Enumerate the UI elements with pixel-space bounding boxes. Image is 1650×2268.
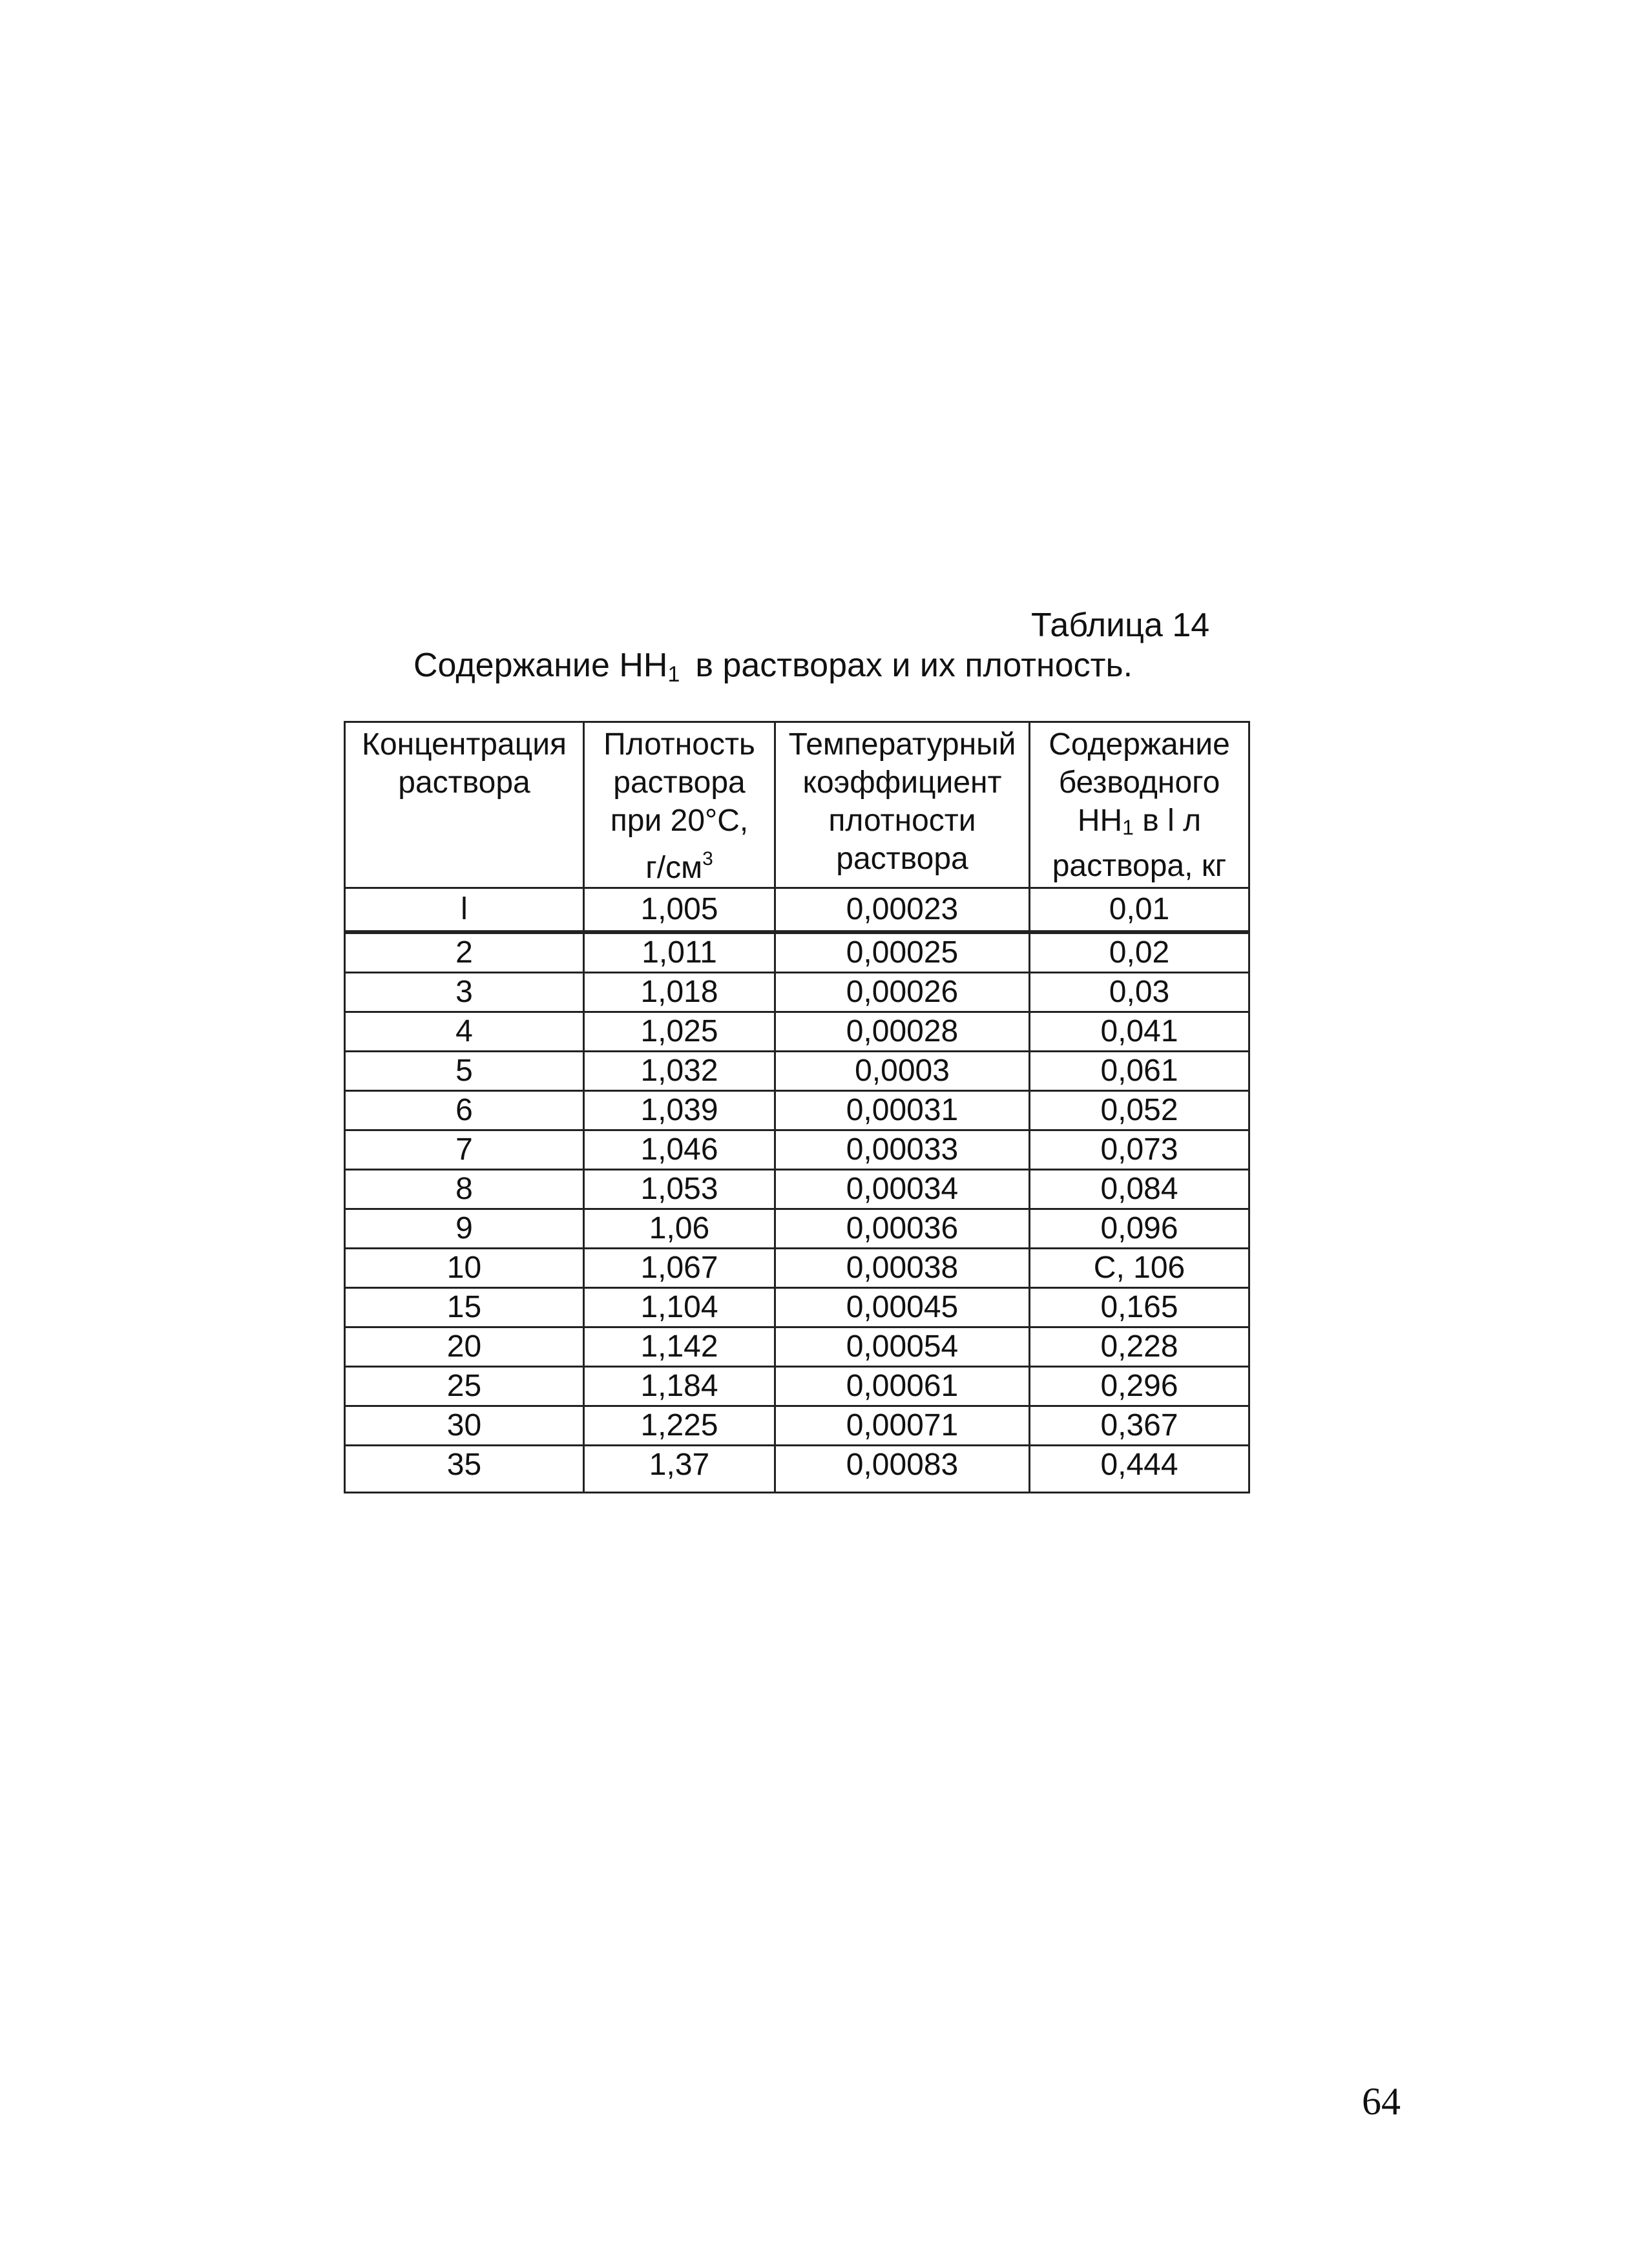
table-row: [345, 1170, 1249, 1209]
header-unit-line: [585, 840, 774, 887]
cell-density: 1,37: [584, 1446, 775, 1493]
cell-temp-coefficient: 0,00023: [775, 888, 1030, 933]
header-line: безводного: [1058, 765, 1220, 800]
cell-anhydrous-content: 0,052: [1030, 1091, 1249, 1130]
table-row: [345, 1406, 1249, 1446]
cell-concentration: 30: [345, 1406, 584, 1446]
cell-concentration: 35: [345, 1446, 584, 1493]
cell-anhydrous-content: 0,03: [1030, 973, 1249, 1012]
cell-concentration: 3: [345, 973, 584, 1012]
header-anhydrous-content: [1030, 722, 1249, 888]
table-number-label: Таблица 14: [1031, 607, 1210, 644]
cell-concentration: 15: [345, 1288, 584, 1327]
caption-text-end: в растворах и их плотность.: [695, 647, 1133, 684]
cell-anhydrous-content: С, 106: [1030, 1249, 1249, 1288]
cell-anhydrous-content: 0,01: [1030, 888, 1249, 933]
cell-density: 1,025: [584, 1012, 775, 1052]
cell-concentration: 8: [345, 1170, 584, 1209]
cell-density: 1,142: [584, 1327, 775, 1367]
cell-anhydrous-content: 0,296: [1030, 1367, 1249, 1406]
header-line: Температурный: [788, 727, 1016, 762]
cell-temp-coefficient: 0,00034: [775, 1170, 1030, 1209]
table-row: [345, 1130, 1249, 1170]
header-line: Плотность: [603, 727, 755, 762]
table-row: [345, 1446, 1249, 1493]
header-line: плотности: [828, 804, 976, 838]
cell-temp-coefficient: 0,0003: [775, 1052, 1030, 1091]
cell-temp-coefficient: 0,00054: [775, 1327, 1030, 1367]
cell-concentration: 5: [345, 1052, 584, 1091]
hh-subscript: 1: [1122, 816, 1134, 839]
caption-subscript: 1: [667, 662, 680, 687]
cell-density: 1,011: [584, 932, 775, 973]
cell-density: 1,067: [584, 1249, 775, 1288]
cell-anhydrous-content: 0,165: [1030, 1288, 1249, 1327]
table-row: [345, 1367, 1249, 1406]
table-row: [345, 1052, 1249, 1091]
cell-anhydrous-content: 0,073: [1030, 1130, 1249, 1170]
cell-density: 1,053: [584, 1170, 775, 1209]
cell-concentration: 6: [345, 1091, 584, 1130]
header-density: [584, 722, 775, 888]
table-row: [345, 973, 1249, 1012]
page-number: 64: [1362, 2080, 1401, 2123]
cell-temp-coefficient: 0,00045: [775, 1288, 1030, 1327]
table-caption: [413, 646, 1133, 694]
header-line: раствора, кг: [1052, 849, 1227, 883]
cell-anhydrous-content: 0,061: [1030, 1052, 1249, 1091]
cell-concentration: l: [345, 888, 584, 933]
table-row: [345, 1249, 1249, 1288]
cell-temp-coefficient: 0,00061: [775, 1367, 1030, 1406]
cell-temp-coefficient: 0,00038: [775, 1249, 1030, 1288]
cell-anhydrous-content: 0,228: [1030, 1327, 1249, 1367]
header-line: раствора: [613, 765, 746, 800]
header-temperature-coefficient: [775, 722, 1030, 888]
header-line: Содержание: [1049, 727, 1230, 762]
cell-density: 1,184: [584, 1367, 775, 1406]
cell-concentration: 4: [345, 1012, 584, 1052]
cell-temp-coefficient: 0,00036: [775, 1209, 1030, 1249]
table-header-row: [345, 722, 1249, 888]
header-line: раствора: [836, 842, 968, 876]
header-line: при 20°С,: [610, 804, 749, 838]
cell-temp-coefficient: 0,00071: [775, 1406, 1030, 1446]
cell-temp-coefficient: 0,00083: [775, 1446, 1030, 1493]
cell-anhydrous-content: 0,02: [1030, 932, 1249, 973]
cell-anhydrous-content: 0,096: [1030, 1209, 1249, 1249]
cell-anhydrous-content: 0,084: [1030, 1170, 1249, 1209]
cell-concentration: 20: [345, 1327, 584, 1367]
unit-superscript: 3: [702, 848, 713, 869]
table-row: [345, 1288, 1249, 1327]
header-line: Концентрация: [362, 727, 567, 762]
cell-density: 1,225: [584, 1406, 775, 1446]
cell-concentration: 9: [345, 1209, 584, 1249]
cell-anhydrous-content: 0,041: [1030, 1012, 1249, 1052]
cell-temp-coefficient: 0,00025: [775, 932, 1030, 973]
cell-concentration: 2: [345, 932, 584, 973]
cell-density: 1,018: [584, 973, 775, 1012]
cell-temp-coefficient: 0,00031: [775, 1091, 1030, 1130]
table-body: [345, 888, 1249, 1493]
cell-anhydrous-content: 0,367: [1030, 1406, 1249, 1446]
table-row: [345, 1091, 1249, 1130]
table-row: [345, 932, 1249, 973]
hh-rest: в l л: [1133, 804, 1202, 838]
cell-density: 1,104: [584, 1288, 775, 1327]
header-line: раствора: [398, 765, 530, 800]
cell-density: 1,005: [584, 888, 775, 933]
cell-concentration: 25: [345, 1367, 584, 1406]
cell-anhydrous-content: 0,444: [1030, 1446, 1249, 1493]
cell-temp-coefficient: 0,00033: [775, 1130, 1030, 1170]
cell-temp-coefficient: 0,00026: [775, 973, 1030, 1012]
cell-concentration: 7: [345, 1130, 584, 1170]
table-row: [345, 888, 1249, 933]
cell-density: 1,046: [584, 1130, 775, 1170]
cell-concentration: 10: [345, 1249, 584, 1288]
cell-density: 1,039: [584, 1091, 775, 1130]
caption-text-start: Содержание HH: [413, 647, 668, 684]
cell-density: 1,032: [584, 1052, 775, 1091]
cell-temp-coefficient: 0,00028: [775, 1012, 1030, 1052]
solution-density-table: [344, 721, 1250, 1493]
hh-base: HH: [1077, 804, 1123, 838]
header-concentration: [345, 722, 584, 888]
unit-base: г/см: [645, 851, 703, 885]
header-line: коэффициент: [802, 765, 1002, 800]
table-row: [345, 1209, 1249, 1249]
table-row: [345, 1012, 1249, 1052]
cell-density: 1,06: [584, 1209, 775, 1249]
table-row: [345, 1327, 1249, 1367]
header-line: [1030, 802, 1248, 847]
